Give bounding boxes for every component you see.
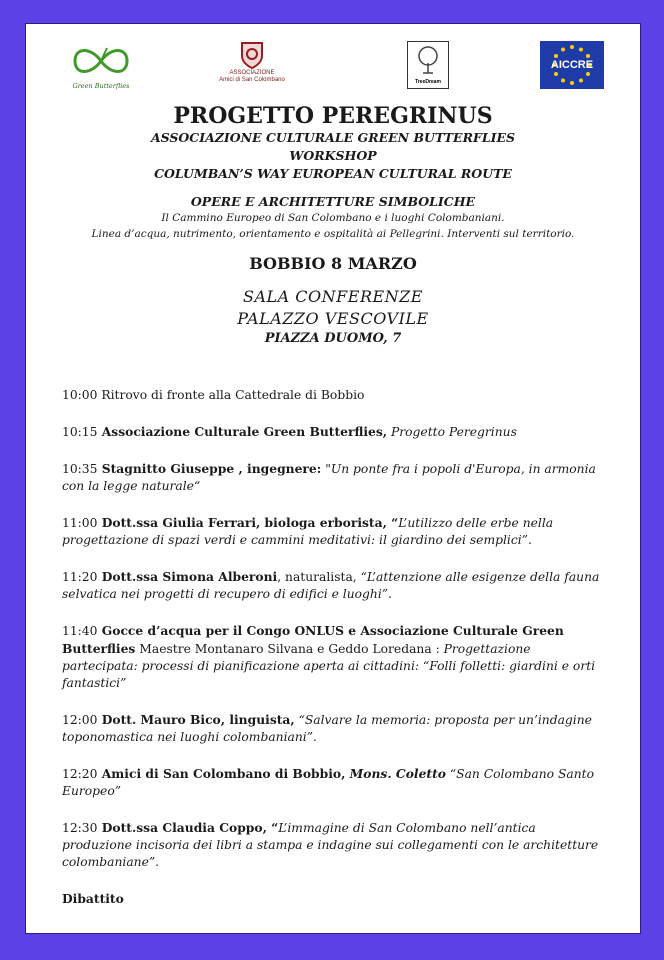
entry-topic: “San Colombano Santo Europeo”	[62, 767, 595, 798]
subtitle-line2: Linea d’acqua, nutrimento, orientamento e ospitalità ai Pellegrini. Interventi sul territorio.	[91, 228, 575, 240]
closing-label: Dibattito	[62, 891, 124, 906]
entry-guest: Mons. Coletto	[345, 766, 446, 781]
entry-topic: L’utilizzo delle erbe nella progettazione di spazi verdi e cammini meditativi: il giardino dei semplici”.	[62, 516, 554, 547]
program-list	[62, 387, 607, 926]
entry-speaker: Dott. Mauro Bico, linguista,	[97, 712, 295, 727]
opere-heading: OPERE E ARCHITETTURE SIMBOLICHE	[190, 194, 476, 209]
program-entry	[62, 622, 607, 692]
entry-topic: “Salvare la memoria: proposta per un’indagine toponomastica nei luoghi colombaniani”.	[62, 713, 592, 744]
entry-time: 12:20	[62, 767, 98, 781]
entry-speaker: Dott.ssa Claudia Coppo, “	[97, 820, 279, 835]
entry-time: 12:00	[62, 713, 98, 727]
aiccre-logo	[540, 41, 604, 89]
shield-crest-icon	[212, 40, 292, 70]
flyer-sheet	[25, 23, 641, 934]
infinity-leaf-icon	[61, 44, 141, 78]
entry-time: 10:00	[62, 388, 98, 402]
entry-time: 11:00	[62, 516, 98, 530]
treedream-label: TreeDream	[415, 79, 441, 85]
program-entry	[62, 387, 607, 404]
venue-address: PIAZZA DUOMO, 7	[264, 331, 402, 346]
entry-speaker: Gocce d’acqua per il Congo ONLUS e Associazione Culturale Green Butterflies	[62, 623, 564, 656]
entry-topic: “L’attenzione alle esigenze della fauna selvatica nei progetti di recupero di edifici e luoghi”.	[62, 570, 600, 601]
entry-topic: L’immagine di San Colombano nell’antica produzione incisoria dei libri a stampa e indagine sui collegamenti con le architetture colombaniane”.	[62, 821, 599, 869]
amici-label-line2: Amici di San Colombano	[219, 77, 285, 83]
amici-label-line1: ASSOCIAZIONE	[229, 70, 275, 76]
program-entry	[62, 514, 607, 549]
entry-time: 12:30	[62, 821, 98, 835]
entry-speaker: Dott.ssa Simona Alberoni	[97, 569, 278, 584]
venue-line1: SALA CONFERENZE	[243, 287, 423, 306]
entry-role: Maestre Montanaro Silvana e Geddo Loredana :	[135, 642, 444, 656]
subtitle-line1: Il Cammino Europeo di San Colombano e i luoghi Colombaniani.	[161, 212, 505, 224]
entry-time: 11:40	[62, 624, 98, 638]
entry-topic: Progettazione partecipata: processi di pianificazione aperta ai cittadini: “Folli folletti: giardini e orti fantastici”	[62, 642, 596, 690]
entry-speaker: Dott.ssa Giulia Ferrari, biologa erborista, “	[97, 515, 399, 530]
entry-time: 10:35	[62, 462, 98, 476]
entry-time: 11:20	[62, 570, 98, 584]
program-entry	[62, 819, 607, 871]
program-entry	[62, 711, 607, 746]
association-line: ASSOCIAZIONE CULTURALE GREEN BUTTERFLIES	[150, 130, 516, 145]
page-title: PROGETTO PEREGRINUS	[173, 103, 493, 129]
program-entry	[62, 460, 607, 495]
workshop-line: WORKSHOP	[289, 148, 377, 163]
amici-logo	[212, 40, 292, 84]
entry-speaker: Associazione Culturale Green Butterflies,	[97, 424, 388, 439]
entry-time: 10:15	[62, 425, 98, 439]
green-butterflies-label: Green Butterflies	[72, 82, 130, 90]
tree-icon	[413, 45, 443, 75]
route-line: COLUMBAN’S WAY EUROPEAN CULTURAL ROUTE	[154, 166, 512, 181]
aiccre-label: AICCRE	[550, 59, 594, 71]
flyer-header	[26, 104, 640, 348]
program-entry	[62, 568, 607, 603]
venue-line2: PALAZZO VESCOVILE	[237, 309, 429, 328]
entry-role: , naturalista,	[277, 570, 361, 584]
entry-speaker: Amici di San Colombano di Bobbio,	[97, 766, 346, 781]
entry-topic: "Un ponte fra i popoli d'Europa, in armonia con la legge naturale“	[62, 462, 596, 493]
event-date: BOBBIO 8 MARZO	[249, 254, 417, 273]
entry-topic: Progetto Peregrinus	[387, 425, 517, 439]
logo-bar	[26, 24, 640, 104]
entry-text: Ritrovo di fronte alla Cattedrale di Bobbio	[97, 388, 365, 402]
entry-speaker: Stagnitto Giuseppe , ingegnere:	[97, 461, 322, 476]
green-butterflies-logo	[61, 44, 141, 90]
treedream-logo	[407, 41, 449, 89]
program-entry	[62, 423, 607, 441]
program-entry	[62, 765, 607, 800]
